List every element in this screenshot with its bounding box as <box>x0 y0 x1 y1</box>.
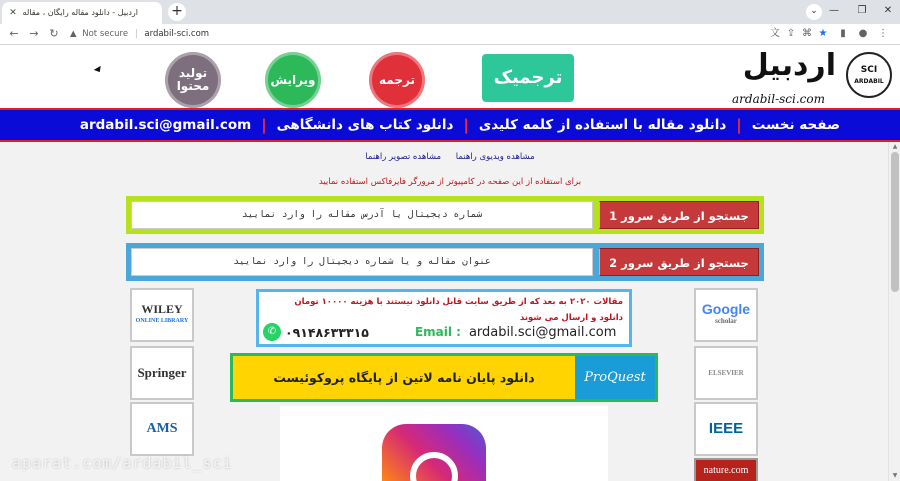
search-server-2 <box>126 243 764 281</box>
whatsapp-icon[interactable]: ✆ <box>263 323 281 341</box>
logo-title: اردبیل <box>742 48 836 83</box>
page-scrollbar[interactable] <box>888 142 900 481</box>
nature-logo-text: nature.com <box>703 465 749 476</box>
image-guide-link[interactable]: مشاهده تصویر راهنما <box>365 152 442 162</box>
back-arrow-icon[interactable]: ← <box>9 27 19 40</box>
web-page <box>0 46 900 481</box>
instagram-panel <box>280 406 608 481</box>
search-server-2-input[interactable]: عنوان مقاله و یا شماره دیجیتال را وارد نمایید <box>131 248 593 276</box>
forward-arrow-icon[interactable]: → <box>29 27 39 40</box>
instagram-icon[interactable] <box>382 424 486 481</box>
ad-contact-row <box>263 323 623 341</box>
scholar-logo-subtext: scholar <box>715 317 737 325</box>
close-icon[interactable]: ✕ <box>9 8 17 18</box>
search-server-1-button[interactable]: جستجو از طریق سرور 1 <box>599 201 759 229</box>
address-bar[interactable] <box>70 26 750 43</box>
nav-separator: | <box>736 116 742 134</box>
search-server-2-button[interactable]: جستجو از طریق سرور 2 <box>599 248 759 276</box>
scroll-up-icon[interactable]: ▲ <box>892 143 898 150</box>
plus-icon[interactable]: + <box>168 3 186 21</box>
site-header <box>0 46 900 108</box>
share-icon[interactable]: ⇪ <box>786 28 796 39</box>
minimize-icon[interactable]: — <box>829 5 839 16</box>
ams-logo[interactable] <box>130 402 194 456</box>
nav-separator: | <box>261 116 267 134</box>
paid-download-ad <box>256 289 632 347</box>
translation-button[interactable]: ترجمه <box>369 52 425 108</box>
seal-bottom-text: ARDABIL <box>854 78 884 85</box>
main-nav <box>0 108 900 142</box>
warning-icon: ▲ <box>70 29 77 39</box>
nav-separator: | <box>463 116 469 134</box>
nav-email[interactable]: ardabil.sci@gmail.com <box>79 117 252 133</box>
google-logo-text: Google <box>701 301 751 317</box>
tab-strip <box>0 0 900 24</box>
proquest-text: دانلود پایان نامه لاتین از پایگاه پروکوئیست <box>273 370 535 385</box>
scroll-thumb[interactable] <box>891 152 899 292</box>
wiley-logo-subtext: ONLINE LIBRARY <box>135 318 189 324</box>
scroll-down-icon[interactable]: ▼ <box>892 472 898 479</box>
nav-home[interactable]: صفحه نخست <box>751 117 840 133</box>
elsevier-logo-text: ELSEVIER <box>708 369 744 377</box>
ams-logo-text: AMS <box>146 421 178 436</box>
reload-icon[interactable]: ↻ <box>49 27 59 40</box>
seal-top-text: SCI <box>860 65 878 75</box>
nav-books-download[interactable]: دانلود کتاب های دانشگاهی <box>276 117 454 133</box>
menu-icon[interactable]: ⋮ <box>878 28 888 39</box>
ad-line-2: دانلود و ارسال می شوند <box>519 313 623 323</box>
ad-phone: ۰۹۱۴۸۶۳۳۳۱۵ <box>285 324 369 340</box>
chevron-down-icon[interactable]: ⌄ <box>806 4 822 20</box>
instagram-ring <box>410 452 458 481</box>
star-icon[interactable]: ★ <box>818 28 828 39</box>
springer-logo-text: Springer <box>137 365 187 380</box>
sidebar-icon[interactable]: ▮ <box>840 28 846 39</box>
editing-button[interactable]: ویرایش <box>265 52 321 108</box>
logo-seal <box>846 52 892 98</box>
search-server-1-input[interactable]: شماره دیجیتال یا آدرس مقاله را وارد نمایید <box>131 201 593 229</box>
google-scholar-logo[interactable] <box>694 288 758 342</box>
browser-toolbar <box>0 24 900 45</box>
wiley-logo[interactable] <box>130 288 194 342</box>
logo-subtitle: ardabil-sci.com <box>732 92 825 106</box>
maximize-icon[interactable]: ❐ <box>857 5 867 16</box>
proquest-logo: ProQuest <box>575 356 655 399</box>
extension-icon[interactable]: ⌘ <box>802 28 812 39</box>
divider: | <box>134 29 138 39</box>
profile-icon[interactable]: ● <box>858 28 868 39</box>
ad-line-1: مقالات ۲۰۲۰ به بعد که از طریق سایت قابل دانلود نیستند با هزینه ۱۰۰۰۰ تومان <box>294 297 623 307</box>
elsevier-logo[interactable] <box>694 346 758 400</box>
window-close-icon[interactable]: ✕ <box>883 5 893 16</box>
nature-logo[interactable] <box>694 458 758 481</box>
mouse-cursor-icon <box>94 66 103 74</box>
guide-links <box>300 152 600 162</box>
aparat-watermark: aparat.com/ardabil_sci <box>12 454 233 472</box>
security-label: Not secure <box>82 29 129 39</box>
ieee-logo[interactable] <box>694 402 758 456</box>
ad-email-label: Email : <box>414 325 461 339</box>
url-text: ardabil-sci.com <box>144 29 210 39</box>
video-guide-link[interactable]: مشاهده ویدیوی راهنما <box>455 152 535 162</box>
nav-keyword-download[interactable]: دانلود مقاله با استفاده از کلمه کلیدی <box>478 117 727 133</box>
content-production-button[interactable]: تولید محتوا <box>165 52 221 108</box>
springer-logo[interactable] <box>130 346 194 400</box>
translate-icon[interactable]: 文 <box>770 28 780 39</box>
tarjomic-button[interactable]: ترجمیک <box>482 54 574 102</box>
browser-tab[interactable] <box>2 2 162 24</box>
search-server-1 <box>126 196 764 234</box>
firefox-notice: برای استفاده از این صفحه در کامپیوتر از مرورگر فایرفاکس استفاده نمایید <box>318 177 582 187</box>
site-logo[interactable] <box>728 48 898 108</box>
tab-title: اردبیل - دانلود مقاله رایگان ، مقاله <box>22 8 138 17</box>
wiley-logo-text: WILEY <box>141 302 183 316</box>
proquest-banner[interactable] <box>230 353 658 402</box>
ad-email[interactable]: ardabil.sci@gmail.com <box>468 324 617 340</box>
ieee-logo-text: IEEE <box>708 420 744 437</box>
